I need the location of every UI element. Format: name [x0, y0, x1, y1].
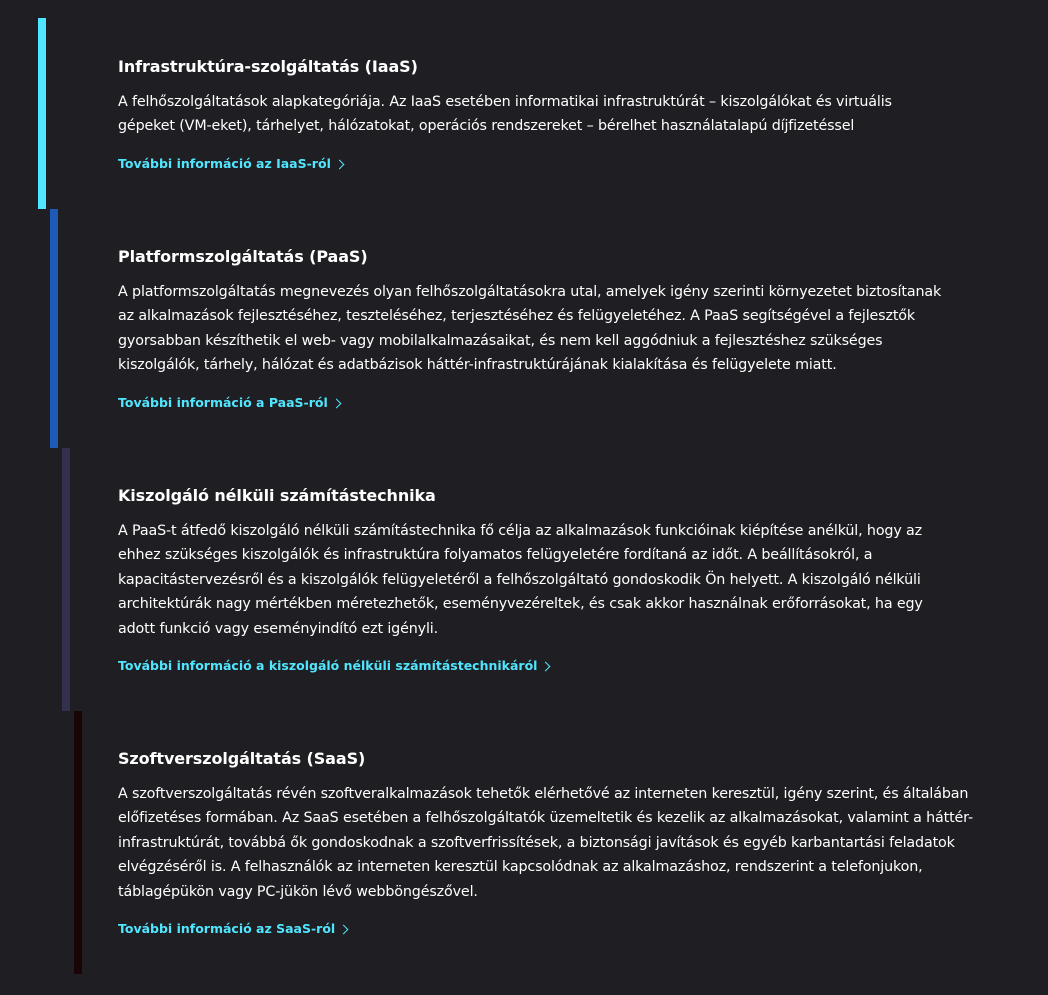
section-paas [0, 209, 1048, 448]
link-label: További információ az IaaS-ról [118, 155, 331, 171]
chevron-right-icon [541, 662, 551, 672]
section-iaas [0, 18, 1048, 209]
chevron-right-icon [339, 925, 349, 935]
section-title: Infrastruktúra-szolgáltatás (IaaS) [118, 57, 418, 76]
section-description: A platformszolgáltatás megnevezés olyan felhőszolgáltatásokra utal, amelyek igény szerinti környezetet biztosítanak az alkalmazások fejlesztéséhez, teszteléséhez, terjesztéséhez és felügyeletéhez. A PaaS segítségével a fejlesztők gyorsabban készíthetik el web- vagy mobilalkalmazásaikat, és nem kell aggódniuk a fejlesztéshez szükséges kiszolgálók, tárhely, hálózat és adatbázisok háttér-infrastruktúrájának kialakítása és felügyelete miatt. [118, 284, 942, 374]
link-label: További információ az SaaS-ról [118, 921, 336, 937]
chevron-right-icon [334, 159, 344, 169]
section-saas [0, 711, 1048, 974]
link-label: További információ a PaaS-ról [118, 394, 328, 410]
link-label: További információ a kiszolgáló nélküli számítástechnikáról [118, 658, 538, 674]
accent-bar-iaas [38, 18, 46, 209]
section-title: Platformszolgáltatás (PaaS) [118, 247, 368, 266]
section-title: Szoftverszolgáltatás (SaaS) [118, 749, 366, 768]
learn-more-iaas-link[interactable] [118, 155, 343, 173]
learn-more-paas-link[interactable] [118, 394, 340, 412]
learn-more-serverless-link[interactable] [118, 657, 549, 675]
section-description: A felhőszolgáltatások alapkategóriája. Az IaaS esetében informatikai infrastruktúrát – kiszolgálókat és virtuális gépeket (VM-eket), tárhelyet, hálózatokat, operációs rendszereket – bérelhet használatalapú díjfizetéssel [118, 94, 892, 135]
learn-more-saas-link[interactable] [118, 920, 347, 938]
accent-bar-serverless [62, 448, 70, 711]
accent-bar-saas [74, 711, 82, 974]
section-title: Kiszolgáló nélküli számítástechnika [118, 486, 436, 505]
section-serverless [0, 448, 1048, 711]
section-description: A szoftverszolgáltatás révén szoftveralkalmazások tehetők elérhetővé az interneten keresztül, igény szerint, és általában előfizetéses formában. Az SaaS esetében a felhőszolgáltatók üzemeltetik és kezelik az alkalmazásokat, valamint a háttér-infrastruktúrát, továbbá ők gondoskodnak a szoftverfrissítések, a biztonsági javítások és egyéb karbantartási feladatok elvégzéséről is. A felhasználók az interneten keresztül kapcsolódnak az alkalmazáshoz, rendszerint a telefonjukon, táblagépükön vagy PC-jükön lévő webböngészővel. [118, 786, 973, 900]
accent-bar-paas [50, 209, 58, 448]
chevron-right-icon [331, 398, 341, 408]
section-description: A PaaS-t átfedő kiszolgáló nélküli számítástechnika fő célja az alkalmazások funkcióinak kiépítése anélkül, hogy az ehhez szükséges kiszolgálók és infrastruktúra folyamatos felügyeletére fordítaná az időt. A beállításokról, a kapacitástervezésről és a kiszolgálók felügyeletéről a felhőszolgáltató gondoskodik Ön helyett. A kiszolgáló nélküli architektúrák nagy mértékben méretezhetők, eseményvezéreltek, és csak akkor használnak erőforrásokat, ha egy adott funkció vagy eseményindító ezt igényli. [118, 523, 923, 637]
